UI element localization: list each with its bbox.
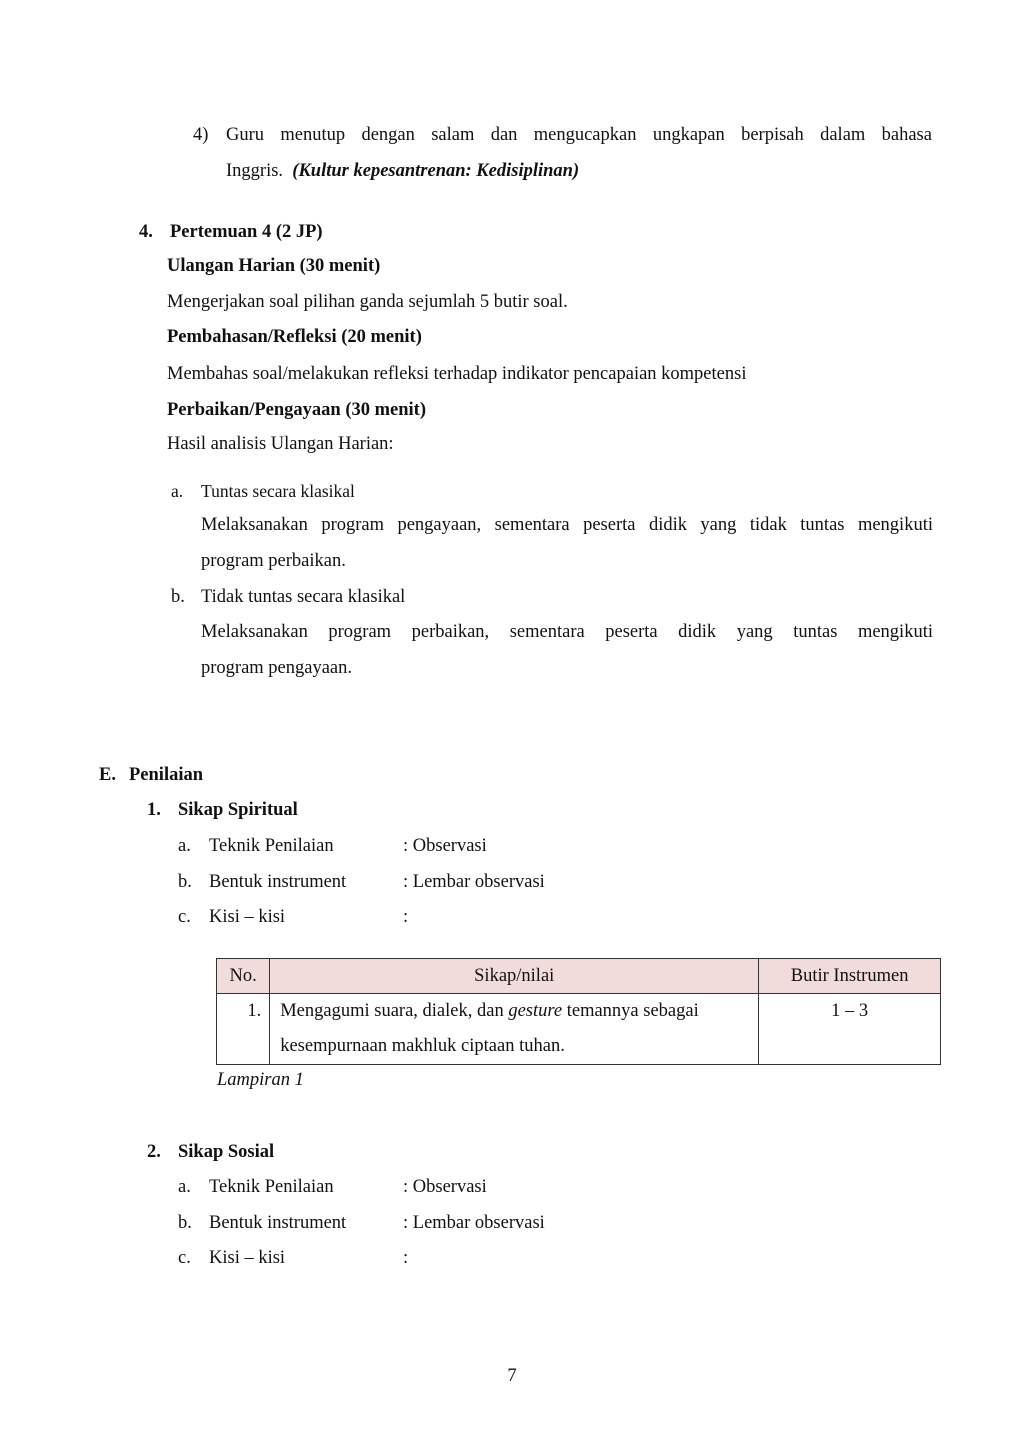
word: sementara: [509, 622, 585, 642]
sikap-italic: gesture: [508, 1001, 563, 1021]
table-row: [217, 994, 941, 1065]
item-label: Teknik Penilaian: [209, 836, 334, 856]
word: mengikuti: [857, 515, 933, 535]
word: yang: [736, 622, 773, 642]
item-label: Kisi – kisi: [209, 1248, 286, 1268]
closing-line-1: [226, 123, 932, 147]
word: didik: [648, 515, 687, 535]
item-value: :: [403, 1248, 409, 1268]
table-header-row: [217, 959, 941, 994]
word: sementara: [494, 515, 570, 535]
item-value: : Observasi: [403, 1177, 487, 1197]
word: Melaksanakan: [201, 515, 308, 535]
item-letter: a.: [178, 1177, 191, 1197]
option-desc-line-1: [201, 513, 933, 537]
word: tuntas: [793, 622, 838, 642]
sikap-line-1: [270, 994, 758, 1029]
header-sikap: Sikap/nilai: [270, 959, 759, 994]
item-letter: b.: [178, 1213, 192, 1233]
word: tuntas: [800, 515, 845, 535]
option-letter: b.: [171, 587, 185, 607]
word: bahasa: [881, 125, 932, 145]
item-letter: b.: [178, 872, 192, 892]
subsection-number: 1.: [147, 800, 161, 820]
word: dalam: [820, 125, 866, 145]
word: menutup: [280, 125, 346, 145]
word: mengikuti: [857, 622, 933, 642]
item-value: : Lembar observasi: [403, 1213, 545, 1233]
option-desc-line-1: [201, 620, 933, 644]
closing-culture-note: (Kultur kepesantrenan: Kedisiplinan): [292, 161, 580, 181]
word: salam: [431, 125, 475, 145]
item-letter: a.: [178, 836, 191, 856]
item-label: Bentuk instrument: [209, 1213, 347, 1233]
quiz-text: Mengerjakan soal pilihan ganda sejumlah 5 butir soal.: [167, 292, 568, 312]
item-label: Teknik Penilaian: [209, 1177, 334, 1197]
item-label: Kisi – kisi: [209, 907, 286, 927]
item-label: Bentuk instrument: [209, 872, 347, 892]
word: program: [321, 515, 384, 535]
table-caption: Lampiran 1: [217, 1070, 304, 1090]
option-label: Tuntas secara klasikal: [201, 481, 355, 501]
word: peserta: [605, 622, 658, 642]
subsection-number: 2.: [147, 1142, 161, 1162]
subsection-title: Sikap Spiritual: [178, 800, 298, 820]
word: ungkapan: [652, 125, 725, 145]
word: yang: [700, 515, 737, 535]
discussion-title: Pembahasan/Refleksi (20 menit): [167, 327, 422, 347]
remedial-title: Perbaikan/Pengayaan (30 menit): [167, 400, 426, 420]
word: peserta: [583, 515, 636, 535]
word: Melaksanakan: [201, 622, 308, 642]
closing-text: Inggris.: [226, 161, 284, 181]
meeting-number: 4.: [139, 222, 153, 242]
word: Guru: [226, 125, 265, 145]
word: dan: [490, 125, 518, 145]
meeting-title: Pertemuan 4 (2 JP): [170, 222, 323, 242]
word: dengan: [361, 125, 415, 145]
page-number: 7: [507, 1366, 517, 1386]
cell-no: [217, 994, 270, 1065]
discussion-text: Membahas soal/melakukan refleksi terhadap indikator pencapaian kompetensi: [167, 364, 747, 384]
sikap-text: temannya sebagai: [562, 1001, 699, 1021]
option-desc-line-2: program perbaikan.: [201, 551, 346, 571]
section-title: Penilaian: [129, 765, 204, 785]
option-letter: a.: [171, 481, 184, 501]
header-butir: Butir Instrumen: [759, 959, 941, 994]
result-text: Hasil analisis Ulangan Harian:: [167, 434, 394, 454]
item-value: : Observasi: [403, 836, 487, 856]
subsection-title: Sikap Sosial: [178, 1142, 275, 1162]
closing-line-2: [226, 159, 579, 183]
word: berpisah: [741, 125, 804, 145]
word: tidak: [749, 515, 787, 535]
item-letter: c.: [178, 907, 191, 927]
word: didik: [678, 622, 717, 642]
item-value: :: [403, 907, 409, 927]
word: pengayaan,: [397, 515, 482, 535]
butir-value: 1 – 3: [831, 1001, 869, 1021]
item-letter: c.: [178, 1248, 191, 1268]
word: program: [328, 622, 392, 642]
cell-butir: [759, 994, 941, 1065]
kisi-kisi-table: [216, 958, 941, 1065]
option-desc-line-2: program pengayaan.: [201, 658, 353, 678]
section-letter: E.: [99, 765, 116, 785]
closing-number: 4): [193, 125, 209, 145]
word: mengucapkan: [533, 125, 637, 145]
word: perbaikan,: [411, 622, 490, 642]
cell-sikap: [270, 994, 759, 1065]
option-label: Tidak tuntas secara klasikal: [201, 587, 406, 607]
sikap-text: Mengagumi suara, dialek, dan: [280, 1001, 509, 1021]
quiz-title: Ulangan Harian (30 menit): [167, 256, 381, 276]
item-value: : Lembar observasi: [403, 872, 545, 892]
sikap-line-2: kesempurnaan makhluk ciptaan tuhan.: [280, 1036, 565, 1056]
header-no: No.: [217, 959, 270, 994]
row-number: 1.: [247, 1001, 262, 1021]
